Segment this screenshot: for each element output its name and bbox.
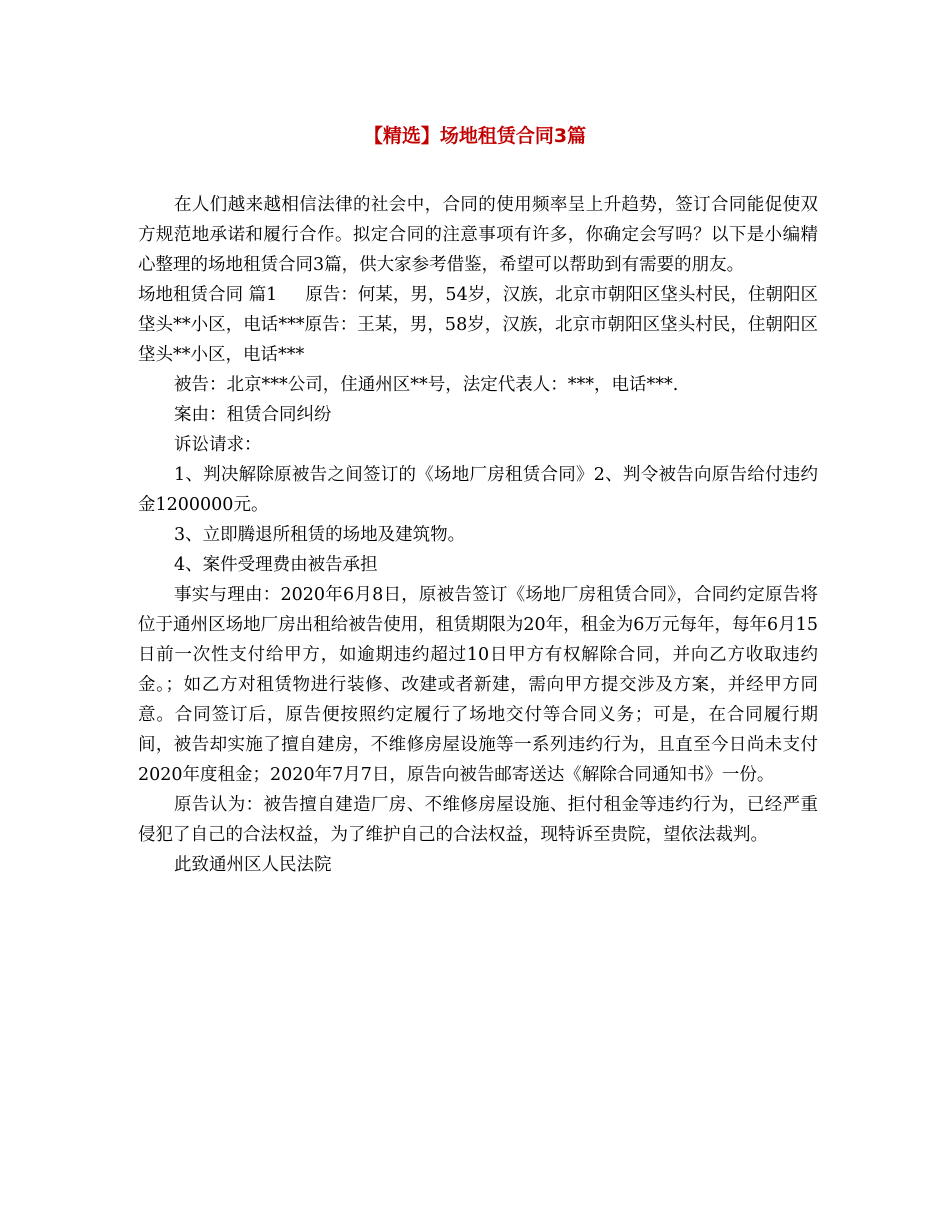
- facts-paragraph: 事实与理由：2020年6月8日，原被告签订《场地厂房租赁合同》，合同约定原告将位于通州区场地厂房出租给被告使用，租赁期限为20年，租金为6万元每年，每年6月15日前一次性支付给甲方，如逾期违约超过10日甲方有权解除合同，并向乙方收取违约金。；如乙方对租赁物进行装修、改建或者新建，需向甲方提交涉及方案，并经甲方同意。合同签订后，原告便按照约定履行了场地交付等合同义务；可是，在合同履行期间，被告却实施了擅自建房，不维修房屋设施等一系列违约行为，且直至今日尚未支付2020年度租金；2020年7月7日，原告向被告邮寄送达《解除合同通知书》一份。: [138, 585, 818, 785]
- section-heading: 场地租赁合同 篇1: [138, 285, 278, 305]
- claim-paragraph: 3、立即腾退所租赁的场地及建筑物。: [174, 525, 466, 545]
- claim-paragraph: 4、案件受理费由被告承担: [174, 555, 378, 575]
- closing-paragraph: 此致通州区人民法院: [174, 855, 332, 875]
- defendant-paragraph: 被告：北京***公司，住通州区**号，法定代表人：***，电话***.: [174, 375, 679, 395]
- claims-heading: 诉讼请求：: [174, 435, 262, 455]
- intro-paragraph: 在人们越来越相信法律的社会中，合同的使用频率呈上升趋势，签订合同能促使双方规范地承诺和履行合作。拟定合同的注意事项有许多，你确定会写吗？以下是小编精心整理的场地租赁合同3篇，供大家参考借鉴，希望可以帮助到有需要的朋友。: [138, 195, 818, 275]
- claim-paragraph: 1、判决解除原被告之间签订的《场地厂房租赁合同》2、判令被告向原告给付违约金1200000元。: [138, 465, 818, 515]
- document-body: [138, 190, 818, 880]
- opinion-paragraph: 原告认为：被告擅自建造厂房、不维修房屋设施、拒付租金等违约行为，已经严重侵犯了自己的合法权益，为了维护自己的合法权益，现特诉至贵院，望依法裁判。: [138, 795, 818, 845]
- document-title: 【精选】场地租赁合同3篇: [363, 125, 587, 147]
- cause-paragraph: 案由：租赁合同纠纷: [174, 405, 332, 425]
- plaintiffs-text: 原告：何某，男，54岁，汉族，北京市朝阳区垡头村民，住朝阳区垡头**小区，电话***原告：王某，男，58岁，汉族，北京市朝阳区垡头村民，住朝阳区垡头**小区，电话***: [138, 285, 818, 365]
- plaintiff-paragraph: [138, 280, 818, 370]
